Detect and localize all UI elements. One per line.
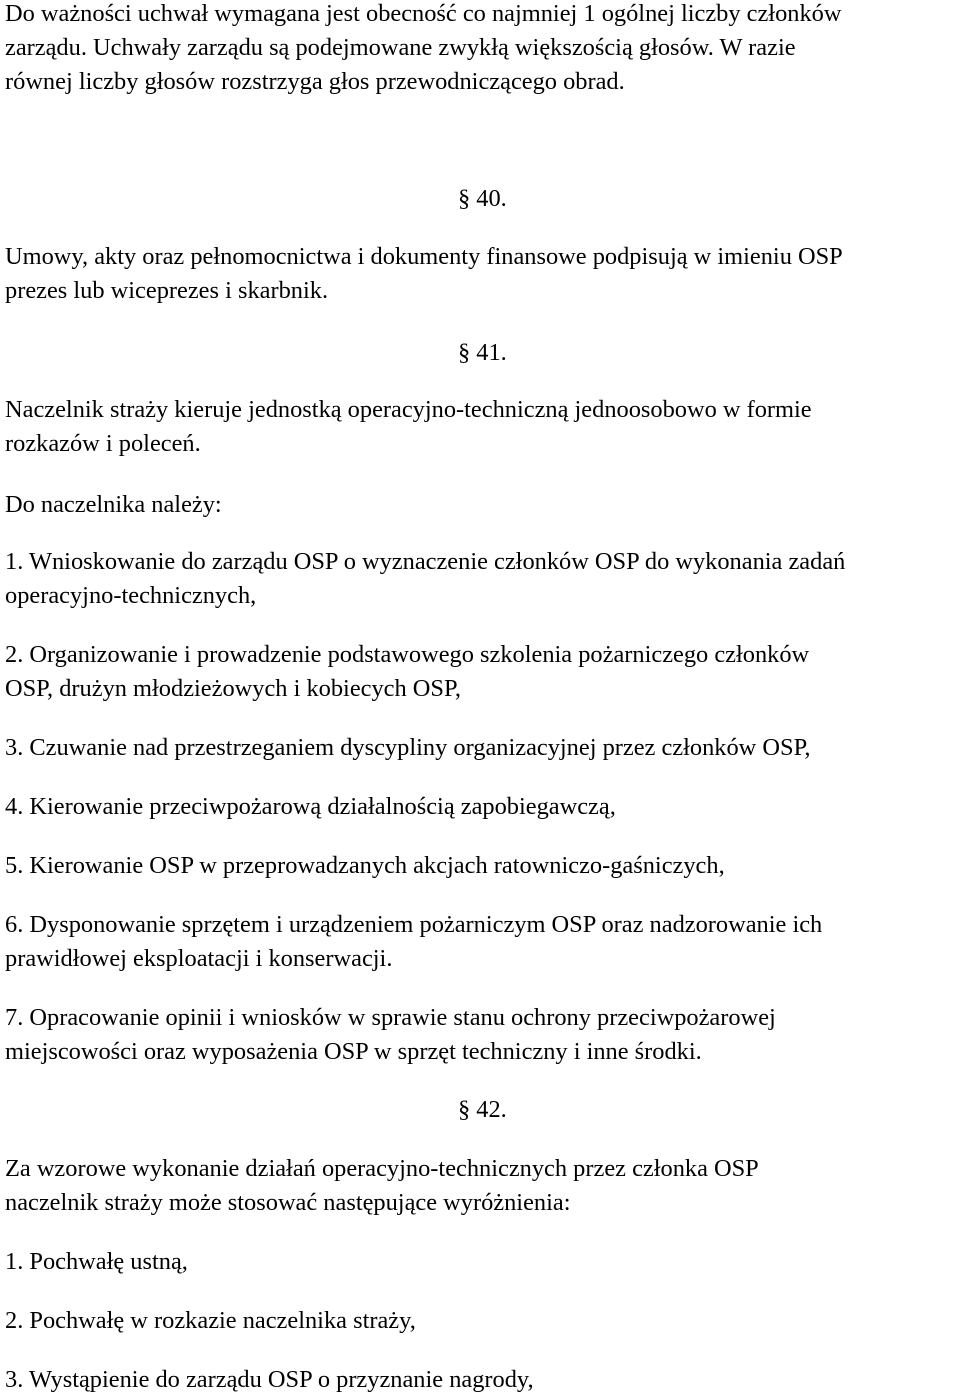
section-heading-40: § 40.	[458, 185, 507, 212]
text-line: zarządu. Uchwały zarządu są podejmowane zwykłą większością głosów. W razie	[5, 34, 796, 61]
intro-paragraph	[5, 0, 841, 99]
list-intro: Do naczelnika należy:	[5, 491, 222, 518]
list-item-line: 7. Opracowanie opinii i wniosków w sprawie stanu ochrony przeciwpożarowej	[5, 1004, 776, 1031]
text-line: równej liczby głosów rozstrzyga głos przewodniczącego obrad.	[5, 68, 625, 95]
list-item-1	[5, 545, 845, 613]
text-line: Do ważności uchwał wymagana jest obecność co najmniej 1 ogólnej liczby członków	[5, 0, 842, 27]
text-line: prezes lub wiceprezes i skarbnik.	[5, 277, 329, 304]
list-item-line: prawidłowej eksploatacji i konserwacji.	[5, 945, 393, 972]
list-item-line: 5. Kierowanie OSP w przeprowadzanych akcjach ratowniczo-gaśniczych,	[5, 852, 725, 879]
list-item-3	[5, 731, 811, 765]
section-40-paragraph	[5, 240, 843, 308]
list-item-line: 3. Czuwanie nad przestrzeganiem dyscypliny organizacyjnej przez członków OSP,	[5, 734, 811, 761]
list-item-2	[5, 638, 809, 706]
list-item-5	[5, 849, 725, 883]
section-41-paragraph	[5, 393, 812, 461]
award-item-2: 2. Pochwałę w rozkazie naczelnika straży,	[5, 1307, 416, 1334]
text-line: Za wzorowe wykonanie działań operacyjno-technicznych przez członka OSP	[5, 1155, 759, 1182]
list-item-line: 2. Organizowanie i prowadzenie podstawowego szkolenia pożarniczego członków	[5, 641, 810, 668]
section-42-paragraph	[5, 1152, 759, 1220]
text-line: naczelnik straży może stosować następujące wyróżnienia:	[5, 1189, 571, 1216]
list-item-line: 1. Wnioskowanie do zarządu OSP o wyznaczenie członków OSP do wykonania zadań	[5, 548, 846, 575]
list-item-line: OSP, drużyn młodzieżowych i kobiecych OSP,	[5, 675, 461, 702]
list-item-line: operacyjno-technicznych,	[5, 582, 257, 609]
list-item-line: 6. Dysponowanie sprzętem i urządzeniem pożarniczym OSP oraz nadzorowanie ich	[5, 911, 823, 938]
award-item-3: 3. Wystąpienie do zarządu OSP o przyznanie nagrody,	[5, 1366, 534, 1393]
award-item-1: 1. Pochwałę ustną,	[5, 1248, 188, 1275]
text-line: Naczelnik straży kieruje jednostką operacyjno-techniczną jednoosobowo w formie	[5, 396, 812, 423]
text-line: rozkazów i poleceń.	[5, 430, 201, 457]
list-item-6	[5, 908, 822, 976]
list-item-line: 4. Kierowanie przeciwpożarową działalnością zapobiegawczą,	[5, 793, 616, 820]
list-item-4	[5, 790, 616, 824]
list-item-7	[5, 1001, 776, 1069]
section-heading-41: § 41.	[458, 339, 507, 366]
section-heading-42: § 42.	[458, 1096, 507, 1123]
text-line: Umowy, akty oraz pełnomocnictwa i dokumenty finansowe podpisują w imieniu OSP	[5, 243, 843, 270]
list-item-line: miejscowości oraz wyposażenia OSP w sprzęt techniczny i inne środki.	[5, 1038, 702, 1065]
